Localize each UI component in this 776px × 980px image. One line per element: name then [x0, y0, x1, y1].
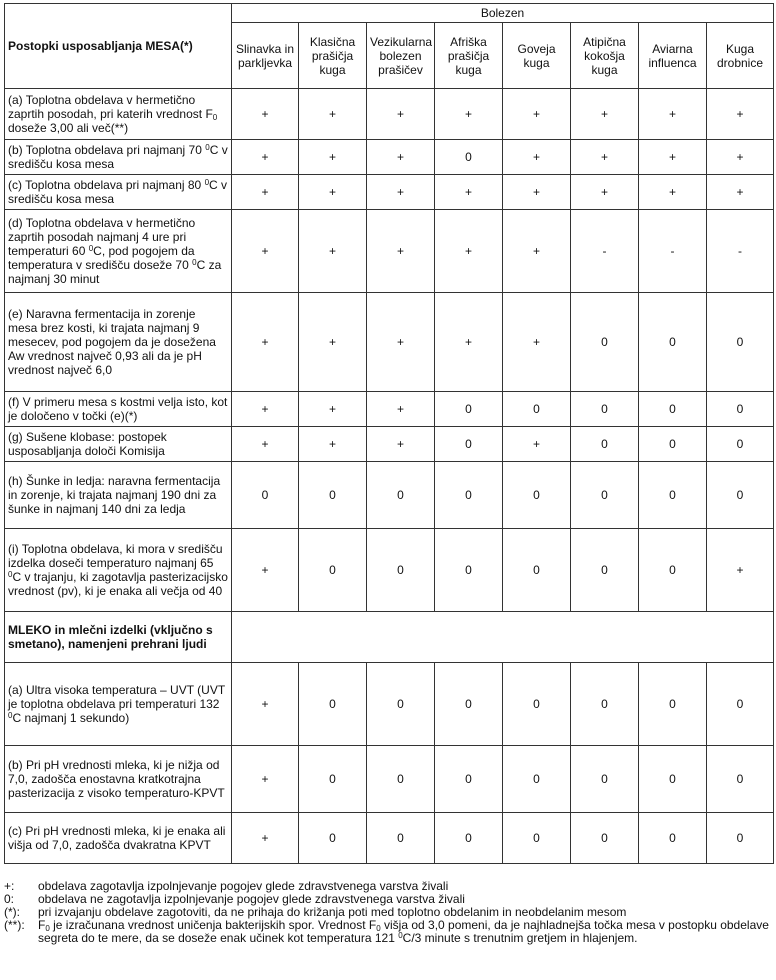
result-cell: + — [503, 293, 571, 392]
result-cell: 0 — [571, 427, 639, 462]
result-cell: 0 — [571, 529, 639, 612]
result-cell: + — [707, 175, 774, 210]
result-cell: + — [707, 140, 774, 175]
footnote — [4, 919, 774, 945]
disease-header: Kuga drobnice — [707, 23, 774, 89]
result-cell: + — [707, 529, 774, 612]
result-cell: + — [232, 89, 299, 140]
result-cell: + — [639, 89, 707, 140]
result-cell: 0 — [639, 293, 707, 392]
table-row — [5, 293, 774, 392]
result-cell: + — [232, 746, 299, 813]
footnote-text: obdelava zagotavlja izpolnjevanje pogojev glede zdravstvenega varstva živali — [38, 879, 449, 893]
result-cell: 0 — [503, 529, 571, 612]
table-row — [5, 89, 774, 140]
result-cell: 0 — [571, 813, 639, 864]
result-cell: + — [299, 175, 367, 210]
result-cell: 0 — [503, 746, 571, 813]
milk-section-empty — [232, 612, 774, 663]
footnote-symbol: (*): — [4, 905, 20, 919]
result-cell: + — [299, 89, 367, 140]
result-cell: 0 — [435, 663, 503, 746]
procedure-label: (i) Toplotna obdelava, ki mora v središču izdelka doseči temperaturo najmanj 65 $^0$C v trajanju, ki zagotavlja pasterizacijsko vrednost (pv), ki je enaka ali večja od 40 — [5, 529, 232, 612]
disease-header: Goveja kuga — [503, 23, 571, 89]
result-cell: + — [435, 89, 503, 140]
result-cell: + — [571, 140, 639, 175]
milk-section-title: MLEKO in mlečni izdelki (vključno s smetano), namenjeni prehrani ljudi — [5, 612, 232, 663]
result-cell: 0 — [299, 462, 367, 529]
result-cell: + — [435, 210, 503, 293]
footnote-text: $F_0$ je izračunana vrednost uničenja bakterijskih spor. Vrednost $F_0$ višja od 3,0 pomeni, da je najhladnejša točka mesa v postopku obdelave segreta do te mere, da se doseže enak učinek kot temperatura 121 $^0$C/3 minute s trenutnim gretjem in hlajenjem. — [38, 918, 769, 945]
result-cell: 0 — [639, 427, 707, 462]
result-cell: + — [367, 175, 435, 210]
result-cell: + — [232, 427, 299, 462]
result-cell: + — [503, 140, 571, 175]
footnote-symbol: (**): — [4, 918, 25, 932]
result-cell: + — [232, 140, 299, 175]
procedure-label: (a) Toplotna obdelava v hermetično zaprtih posodah, pri katerih vrednost $F_0$ doseže 3,00 ali več(**) — [5, 89, 232, 140]
result-cell: - — [639, 210, 707, 293]
result-cell: 0 — [435, 529, 503, 612]
result-cell: 0 — [707, 746, 774, 813]
procedure-label: (d) Toplotna obdelava v hermetično zaprtih posodah najmanj 4 ure pri temperaturi 60 $^0$C, pod pogojem da temperatura v središču doseže 70 $^0$C za najmanj 30 minut — [5, 210, 232, 293]
result-cell: + — [299, 392, 367, 427]
result-cell: 0 — [367, 462, 435, 529]
disease-header: Klasična prašičja kuga — [299, 23, 367, 89]
table-title: Postopki usposabljanja MESA(*) — [5, 4, 232, 89]
result-cell: + — [367, 392, 435, 427]
procedure-label: (h) Šunke in ledja: naravna fermentacija in zorenje, ki trajata najmanj 190 dni za šunke in najmanj 140 dni za ledja — [5, 462, 232, 529]
result-cell: + — [503, 89, 571, 140]
table-row — [5, 427, 774, 462]
result-cell: + — [367, 210, 435, 293]
footnote-symbol: 0: — [4, 892, 15, 906]
disease-header: Slinavka in parkljevka — [232, 23, 299, 89]
result-cell: 0 — [232, 462, 299, 529]
table-row — [5, 140, 774, 175]
result-cell: + — [299, 140, 367, 175]
result-cell: 0 — [639, 746, 707, 813]
result-cell: + — [232, 663, 299, 746]
result-cell: 0 — [435, 462, 503, 529]
procedure-label: (e) Naravna fermentacija in zorenje mesa brez kosti, ki trajata najmanj 9 mesecev, pod pogojem da je dosežena Aw vrednost največ 0,93 ali da je pH vrednost največ 6,0 — [5, 293, 232, 392]
result-cell: 0 — [367, 529, 435, 612]
result-cell: 0 — [707, 392, 774, 427]
result-cell: 0 — [707, 813, 774, 864]
footnote-text: obdelava ne zagotavlja izpolnjevanje pogojev glede zdravstvenega varstva živali — [38, 892, 465, 906]
result-cell: + — [503, 427, 571, 462]
result-cell: + — [232, 175, 299, 210]
treatment-table — [4, 3, 774, 864]
result-cell: 0 — [707, 293, 774, 392]
result-cell: + — [232, 210, 299, 293]
result-cell: 0 — [639, 663, 707, 746]
result-cell: + — [435, 175, 503, 210]
result-cell: + — [367, 140, 435, 175]
procedure-label: (g) Sušene klobase: postopek usposabljanja določi Komisija — [5, 427, 232, 462]
result-cell: 0 — [299, 663, 367, 746]
disease-header: Vezikularna bolezen prašičev — [367, 23, 435, 89]
result-cell: 0 — [639, 462, 707, 529]
milk-rows — [5, 663, 774, 864]
procedure-label: (f) V primeru mesa s kostmi velja isto, kot je določeno v točki (e)(*) — [5, 392, 232, 427]
result-cell: + — [571, 175, 639, 210]
procedure-label: (c) Toplotna obdelava pri najmanj 80 $^0$C v središču kosa mesa — [5, 175, 232, 210]
result-cell: + — [571, 89, 639, 140]
result-cell: 0 — [571, 462, 639, 529]
table-row — [5, 392, 774, 427]
result-cell: + — [435, 293, 503, 392]
result-cell: 0 — [707, 663, 774, 746]
result-cell: + — [639, 140, 707, 175]
result-cell: 0 — [435, 746, 503, 813]
result-cell: 0 — [299, 813, 367, 864]
result-cell: 0 — [571, 663, 639, 746]
disease-header: Atipična kokošja kuga — [571, 23, 639, 89]
result-cell: + — [232, 529, 299, 612]
result-cell: 0 — [503, 462, 571, 529]
footnote-symbol: +: — [4, 879, 15, 893]
result-cell: 0 — [299, 529, 367, 612]
result-cell: 0 — [367, 813, 435, 864]
result-cell: + — [639, 175, 707, 210]
result-cell: + — [503, 175, 571, 210]
procedure-label: (b) Toplotna obdelava pri najmanj 70 $^0$C v središču kosa mesa — [5, 140, 232, 175]
result-cell: 0 — [639, 392, 707, 427]
procedure-label: (a) Ultra visoka temperatura – UVT (UVT je toplotna obdelava pri temperaturi 132 $^0$C najmanj 1 sekundo) — [5, 663, 232, 746]
footnotes — [4, 880, 774, 945]
result-cell: - — [571, 210, 639, 293]
result-cell: 0 — [571, 392, 639, 427]
table-row — [5, 462, 774, 529]
result-cell: 0 — [571, 746, 639, 813]
meat-rows — [5, 89, 774, 612]
result-cell: + — [299, 427, 367, 462]
disease-group-header: Bolezen — [232, 4, 774, 23]
table-row — [5, 813, 774, 864]
result-cell: + — [367, 293, 435, 392]
result-cell: + — [707, 89, 774, 140]
result-cell: 0 — [435, 392, 503, 427]
result-cell: + — [299, 293, 367, 392]
result-cell: + — [299, 210, 367, 293]
procedure-label: (c) Pri pH vrednosti mleka, ki je enaka ali višja od 7,0, zadošča dvakratna KPVT — [5, 813, 232, 864]
result-cell: + — [503, 210, 571, 293]
result-cell: 0 — [435, 813, 503, 864]
table-row — [5, 175, 774, 210]
disease-header: Afriška prašičja kuga — [435, 23, 503, 89]
table-row — [5, 663, 774, 746]
footnote-text: pri izvajanju obdelave zagotoviti, da ne prihaja do križanja poti med toplotno obdelanim in neobdelanim mesom — [38, 905, 627, 919]
result-cell: 0 — [435, 140, 503, 175]
disease-header: Aviarna influenca — [639, 23, 707, 89]
result-cell: 0 — [435, 427, 503, 462]
result-cell: - — [707, 210, 774, 293]
procedure-label: (b) Pri pH vrednosti mleka, ki je nižja od 7,0, zadošča enostavna kratkotrajna pasterizacija z visoko temperaturo-KPVT — [5, 746, 232, 813]
result-cell: + — [232, 392, 299, 427]
result-cell: + — [367, 427, 435, 462]
result-cell: 0 — [639, 813, 707, 864]
table-row — [5, 746, 774, 813]
result-cell: + — [232, 813, 299, 864]
result-cell: 0 — [367, 746, 435, 813]
result-cell: 0 — [299, 746, 367, 813]
result-cell: 0 — [503, 392, 571, 427]
result-cell: 0 — [707, 427, 774, 462]
table-row — [5, 210, 774, 293]
result-cell: 0 — [571, 293, 639, 392]
result-cell: + — [367, 89, 435, 140]
result-cell: 0 — [503, 663, 571, 746]
result-cell: 0 — [503, 813, 571, 864]
result-cell: + — [232, 293, 299, 392]
result-cell: 0 — [367, 663, 435, 746]
result-cell: 0 — [707, 462, 774, 529]
result-cell: 0 — [639, 529, 707, 612]
table-row — [5, 529, 774, 612]
